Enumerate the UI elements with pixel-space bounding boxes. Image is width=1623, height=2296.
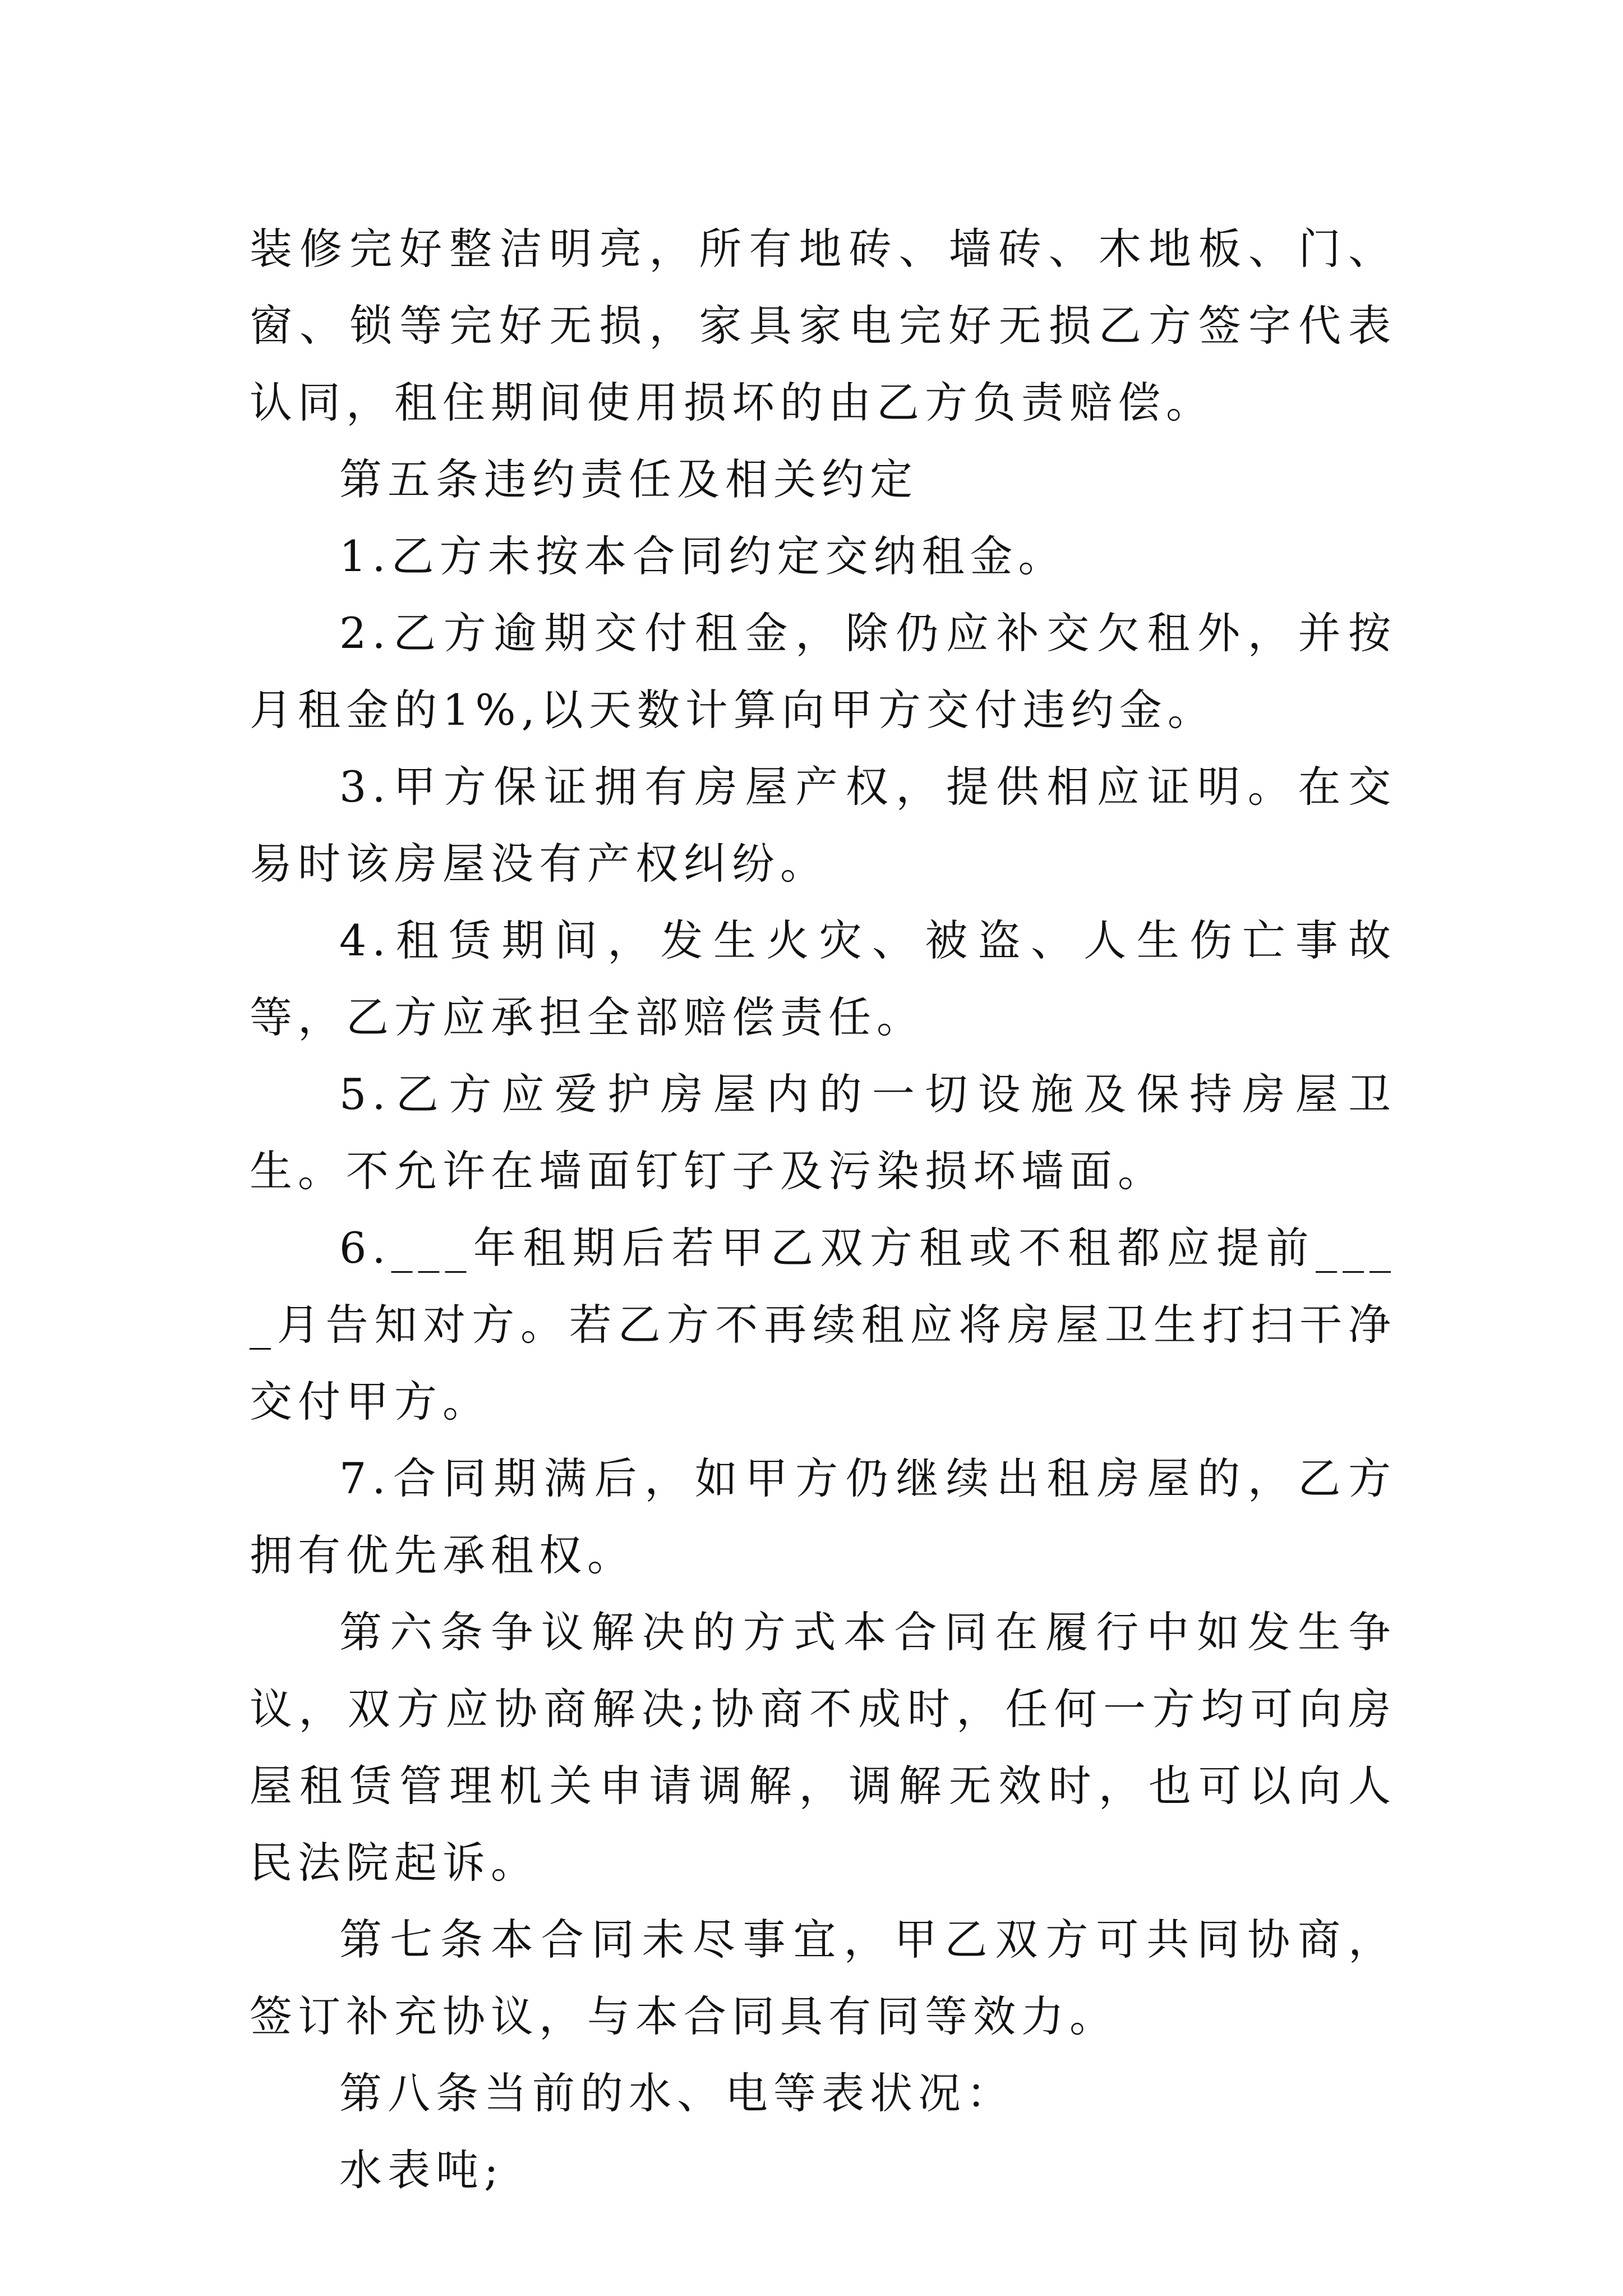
document-body [250,210,1396,2208]
paragraph-1: 装修完好整洁明亮，所有地砖、墙砖、木地板、门、窗、锁等完好无损，家具家电完好无损乙方签字代表认同，租住期间使用损坏的由乙方负责赔偿。 [250,224,1396,427]
paragraph-4: 2.乙方逾期交付租金，除仍应补交欠租外，并按月租金的1%,以天数计算向甲方交付违约金。 [250,608,1396,735]
paragraph-2: 第五条违约责任及相关约定 [339,454,918,504]
paragraph-9: 7.合同期满后，如甲方仍继续出租房屋的，乙方拥有优先承租权。 [250,1453,1396,1580]
paragraph-7: 5.乙方应爱护房屋内的一切设施及保持房屋卫生。不允许在墙面钉钉子及污染损坏墙面。 [250,1069,1396,1196]
paragraph-6: 4.租赁期间，发生火灾、被盗、人生伤亡事故等，乙方应承担全部赔偿责任。 [250,915,1396,1042]
paragraph-3: 1.乙方未按本合同约定交纳租金。 [339,531,1067,581]
paragraph-10: 第六条争议解决的方式本合同在履行中如发生争议，双方应协商解决;协商不成时，任何一方均可向房屋租赁管理机关申请调解，调解无效时，也可以向人民法院起诉。 [250,1607,1396,1888]
paragraph-12: 第八条当前的水、电等表状况： [339,2068,1015,2118]
paragraph-13: 水表吨; [339,2145,504,2195]
paragraph-11: 第七条本合同未尽事宜，甲乙双方可共同协商，签订补充协议，与本合同具有同等效力。 [250,1915,1396,2041]
paragraph-8: 6.___年租期后若甲乙双方租或不租都应提前____月告知对方。若乙方不再续租应将房屋卫生打扫干净交付甲方。 [250,1223,1396,1427]
paragraph-5: 3.甲方保证拥有房屋产权，提供相应证明。在交易时该房屋没有产权纠纷。 [250,762,1396,889]
